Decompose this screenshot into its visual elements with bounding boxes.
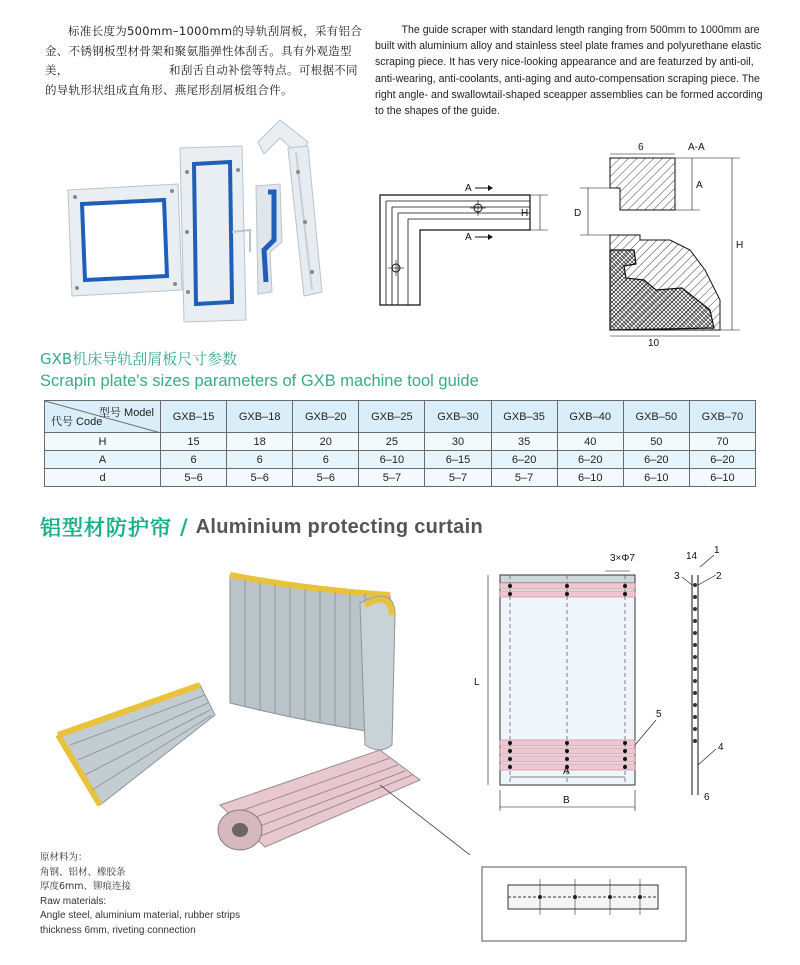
raw-materials-text: [40, 851, 240, 938]
d-dimension-label: D: [574, 208, 582, 219]
corner-model-label: 型号 Model: [98, 407, 154, 419]
row-code-cell: d: [45, 469, 161, 487]
dimension-6-curtain-label: 6: [704, 792, 710, 803]
dimension-6-label: 6: [638, 142, 644, 153]
raw-line: thickness 6mm, riveting connection: [40, 924, 196, 936]
table-cell: 20: [293, 433, 359, 451]
table-cell: 5–7: [425, 469, 491, 487]
model-header: GXB–40: [557, 401, 623, 433]
table-title-english: Scrapin plate's sizes parameters of GXB machine tool guide: [40, 372, 479, 390]
table-cell: 6–20: [557, 451, 623, 469]
table-cell: 50: [623, 433, 689, 451]
intro-text-chinese: [45, 22, 365, 100]
angle-scraper-drawing: [370, 170, 560, 320]
square-frame-illustration: [68, 184, 182, 296]
model-header: GXB–35: [491, 401, 557, 433]
part-4-label: 4: [718, 742, 724, 753]
rolled-curtain-illustration: [230, 575, 395, 750]
raw-line: 厚度6mm、铆痕连接: [40, 881, 132, 892]
table-cell: 6–10: [689, 469, 755, 487]
table-cell: 6–10: [359, 451, 425, 469]
curtain-banner: [40, 512, 483, 542]
a-dimension-label: A: [696, 180, 703, 191]
model-header: GXB–25: [359, 401, 425, 433]
table-cell: 6: [227, 451, 293, 469]
table-cell: 5–7: [491, 469, 557, 487]
table-cell: 6–10: [623, 469, 689, 487]
row-code-cell: H: [45, 433, 161, 451]
h-section-label: H: [736, 240, 744, 251]
table-cell: 6: [161, 451, 227, 469]
part-3-label: 3: [674, 571, 680, 582]
angle-strip-illustration: [256, 184, 282, 294]
folded-curtain-illustration: [58, 685, 215, 805]
section-aa-drawing: [570, 140, 770, 350]
table-row: [45, 433, 756, 451]
part-5-label: 5: [656, 709, 662, 720]
row-code-cell: A: [45, 451, 161, 469]
table-cell: 70: [689, 433, 755, 451]
curtain-title-slash: /: [180, 515, 188, 539]
table-cell: 5–6: [227, 469, 293, 487]
table-cell: 18: [227, 433, 293, 451]
table-cell: 6–20: [689, 451, 755, 469]
table-cell: 6: [293, 451, 359, 469]
model-header: GXB–50: [623, 401, 689, 433]
arrow-a-bottom-label: A: [465, 232, 472, 243]
dimension-10-label: 10: [648, 338, 660, 349]
table-row: [45, 451, 756, 469]
a-curtain-label: A: [563, 766, 570, 777]
model-header: GXB–15: [161, 401, 227, 433]
dimension-14-label: 14: [686, 551, 698, 562]
table-cell: 40: [557, 433, 623, 451]
curtain-photo: [40, 555, 480, 855]
intro-text-english: [375, 22, 765, 119]
model-header: GXB–18: [227, 401, 293, 433]
part-2-label: 2: [716, 571, 722, 582]
spec-table: [44, 400, 756, 487]
table-cell: 6–15: [425, 451, 491, 469]
u-frame-illustration: [180, 146, 250, 322]
b-dimension-label: B: [563, 795, 570, 806]
curtain-drawing: [460, 545, 760, 825]
table-row: [45, 469, 756, 487]
raw-line: 原材料为：: [40, 852, 88, 863]
table-corner-cell: [45, 401, 161, 433]
table-title-chinese: GXB机床导轨刮屑板尺寸参数: [40, 350, 238, 368]
intro-en-paragraph: The guide scraper with standard length ranging from 500mm to 1000mm are built with aluminium alloy and stainless steel plate frames and polyurethane elastic scraping piece. It has very nice-looking appearance and are featurzed by anti-oil, anti-wearing, anti-coolants, anti-aging and auto-compensation scraping piece. The right angle- and swallowtail-shaped sceapper assemblies can be formed according to the shapes of the guide.: [375, 24, 763, 118]
model-header: GXB–20: [293, 401, 359, 433]
holes-label: 3×Φ7: [610, 553, 635, 564]
table-cell: 5–6: [161, 469, 227, 487]
scraper-photo: [60, 112, 350, 327]
section-aa-label: A-A: [688, 142, 705, 153]
l-dimension-label: L: [474, 677, 480, 688]
corner-code-label: 代号 Code: [51, 416, 103, 428]
table-cell: 6–10: [557, 469, 623, 487]
raw-line: Raw materials:: [40, 895, 107, 907]
pink-curtain-roll-illustration: [218, 750, 420, 850]
side-profile-illustration: [692, 575, 698, 795]
table-cell: 5–7: [359, 469, 425, 487]
curtain-title-english: Aluminium protecting curtain: [195, 515, 483, 538]
raw-line: 角钢、铝材、橡胶条: [40, 866, 126, 878]
h-dimension-label: H: [521, 208, 529, 219]
table-cell: 35: [491, 433, 557, 451]
table-cell: 5–6: [293, 469, 359, 487]
table-cell: 25: [359, 433, 425, 451]
raw-line: Angle steel, aluminium material, rubber strips: [40, 910, 241, 921]
table-cell: 30: [425, 433, 491, 451]
table-cell: 15: [161, 433, 227, 451]
arrow-a-top-label: A: [465, 183, 472, 194]
model-header: GXB–70: [689, 401, 755, 433]
rivet-detail-callout: [480, 865, 690, 945]
model-header: GXB–30: [425, 401, 491, 433]
part-1-label: 1: [714, 545, 720, 556]
table-cell: 6–20: [623, 451, 689, 469]
table-cell: 6–20: [491, 451, 557, 469]
curtain-title-chinese: 铝型材防护帘: [40, 516, 172, 540]
intro-cn-paragraph: 标准长度为500mm–1000mm的导轨刮屑板，采有铝合金、不锈钢板型材骨架和聚氨脂弹性体刮舌。具有外观造型美， 和刮舌自动补偿等特点。可根据不同的导轨形状组成直角形、燕尾形刮屑板组合件。: [45, 24, 363, 97]
table-header-row: [45, 401, 756, 433]
